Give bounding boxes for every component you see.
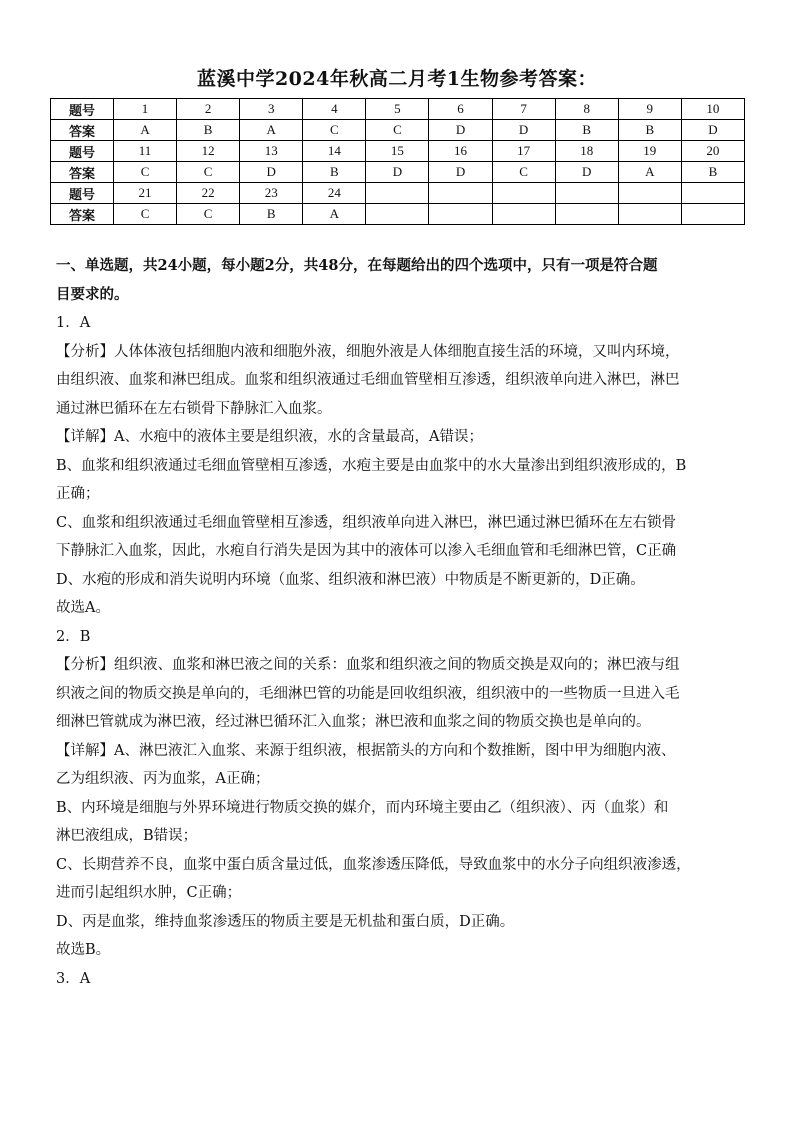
table-cell: B [240,204,303,225]
table-cell: 22 [177,183,240,204]
table-cell [366,204,429,225]
table-cell: D [492,120,555,141]
table-cell: 10 [681,99,744,120]
text-line: 故选A。 [56,600,110,616]
table-cell: 9 [618,99,681,120]
table-cell: B [303,162,366,183]
table-cell: B [177,120,240,141]
table-cell: A [303,204,366,225]
table-cell: 18 [555,141,618,162]
table-cell: C [366,120,429,141]
table-row [51,99,745,120]
text-line: D、水疱的形成和消失说明内环境（血浆、组织液和淋巴液）中物质是不断更新的，D正确。 [56,571,645,588]
table-cell: 5 [366,99,429,120]
text-line: 【分析】组织液、血浆和淋巴液之间的关系：血浆和组织液之间的物质交换是双向的；淋巴液与组 [56,657,680,673]
table-row [51,204,745,225]
table-cell: D [681,120,744,141]
row-label-question: 题号 [51,99,114,120]
table-row [51,120,745,141]
table-cell: 7 [492,99,555,120]
row-label-question: 题号 [51,183,114,204]
table-cell: 16 [429,141,492,162]
table-cell: 17 [492,141,555,162]
table-cell [555,183,618,204]
table-cell: C [492,162,555,183]
text-line: B、血浆和组织液通过毛细血管壁相互渗透，水疱主要是由血浆中的水大量渗出到组织液形成的，B [56,457,687,474]
text-line: 由组织液、血浆和淋巴组成。血浆和组织液通过毛细血管壁相互渗透，组织液单向进入淋巴，淋巴 [56,372,680,388]
table-row [51,162,745,183]
table-cell: 14 [303,141,366,162]
table-cell [618,183,681,204]
table-cell [366,183,429,204]
text-line: D、丙是血浆，维持血浆渗透压的物质主要是无机盐和蛋白质，D正确。 [56,913,515,930]
table-cell [492,183,555,204]
table-cell: D [429,120,492,141]
text-line: C、长期营养不良，血浆中蛋白质含量过低，血浆渗透压降低，导致血浆中的水分子向组织液渗透， [56,856,691,873]
text-line: 进而引起组织水肿，C正确； [56,885,242,901]
question-number: 3．A [56,970,91,987]
text-line: 细淋巴管就成为淋巴液，经过淋巴循环汇入血浆；淋巴液和血浆之间的物质交换也是单向的。 [56,714,651,730]
table-cell: 21 [114,183,177,204]
text-line: B、内环境是细胞与外界环境进行物质交换的媒介，而内环境主要由乙（组织液）、丙（血浆）和 [56,799,669,816]
text-line: 下静脉汇入血浆，因此，水疱自行消失是因为其中的液体可以渗入毛细血管和毛细淋巴管，C正确 [56,543,677,559]
table-row [51,183,745,204]
text-line: 【分析】人体体液包括细胞内液和细胞外液，细胞外液是人体细胞直接生活的环境，又叫内环境， [56,343,680,360]
table-cell: B [681,162,744,183]
section-heading: 一、单选题，共24小题，每小题2分，共48分，在每题给出的四个选项中，只有一项是符合题 [56,257,658,274]
table-cell: D [429,162,492,183]
table-cell: 6 [429,99,492,120]
table-cell: D [366,162,429,183]
table-cell: 11 [114,141,177,162]
page-title: 蓝溪中学2024年秋高二月考1生物参考答案： [196,68,598,90]
text-line: 故选B。 [56,942,111,958]
question-number: 2．B [56,628,91,645]
table-cell: 15 [366,141,429,162]
table-cell: C [114,204,177,225]
row-label-answer: 答案 [51,204,114,225]
text-line: 【详解】A、水疱中的液体主要是组织液，水的含量最高，A错误； [56,429,483,445]
table-cell: 13 [240,141,303,162]
section-heading: 目要求的。 [56,285,129,303]
table-cell [492,204,555,225]
table-cell: B [555,120,618,141]
table-cell: A [114,120,177,141]
question-number: 1．A [56,315,91,331]
table-cell: D [555,162,618,183]
answer-explanations [56,252,748,993]
table-cell [681,183,744,204]
table-row [51,141,745,162]
table-cell: 24 [303,183,366,204]
row-label-answer: 答案 [51,162,114,183]
answer-table [50,98,745,225]
table-cell: C [303,120,366,141]
table-cell: 20 [681,141,744,162]
text-line: 淋巴液组成，B错误； [56,828,198,844]
table-cell [681,204,744,225]
text-line: 织液之间的物质交换是单向的，毛细淋巴管的功能是回收组织液，组织液中的一些物质一旦进入毛 [56,685,680,702]
text-line: 通过淋巴循环在左右锁骨下静脉汇入血浆。 [56,400,332,417]
table-cell: 19 [618,141,681,162]
row-label-question: 题号 [51,141,114,162]
table-cell: 12 [177,141,240,162]
table-cell [429,204,492,225]
table-cell: 23 [240,183,303,204]
table-cell: B [618,120,681,141]
table-cell: 4 [303,99,366,120]
table-cell: 2 [177,99,240,120]
table-cell [618,204,681,225]
text-line: 正确； [56,486,100,502]
table-cell: C [177,162,240,183]
text-line: 乙为组织液、丙为血浆，A正确； [56,771,270,787]
table-cell [555,204,618,225]
table-cell: C [114,162,177,183]
table-cell: 8 [555,99,618,120]
table-cell: D [240,162,303,183]
text-line: C、血浆和组织液通过毛细血管壁相互渗透，组织液单向进入淋巴，淋巴通过淋巴循环在左右锁骨 [56,514,677,531]
table-cell [429,183,492,204]
table-cell: 3 [240,99,303,120]
table-cell: A [240,120,303,141]
row-label-answer: 答案 [51,120,114,141]
table-cell: 1 [114,99,177,120]
text-line: 【详解】A、淋巴液汇入血浆、来源于组织液，根据箭头的方向和个数推断，图中甲为细胞内液、 [56,742,676,759]
table-cell: C [177,204,240,225]
table-cell: A [618,162,681,183]
